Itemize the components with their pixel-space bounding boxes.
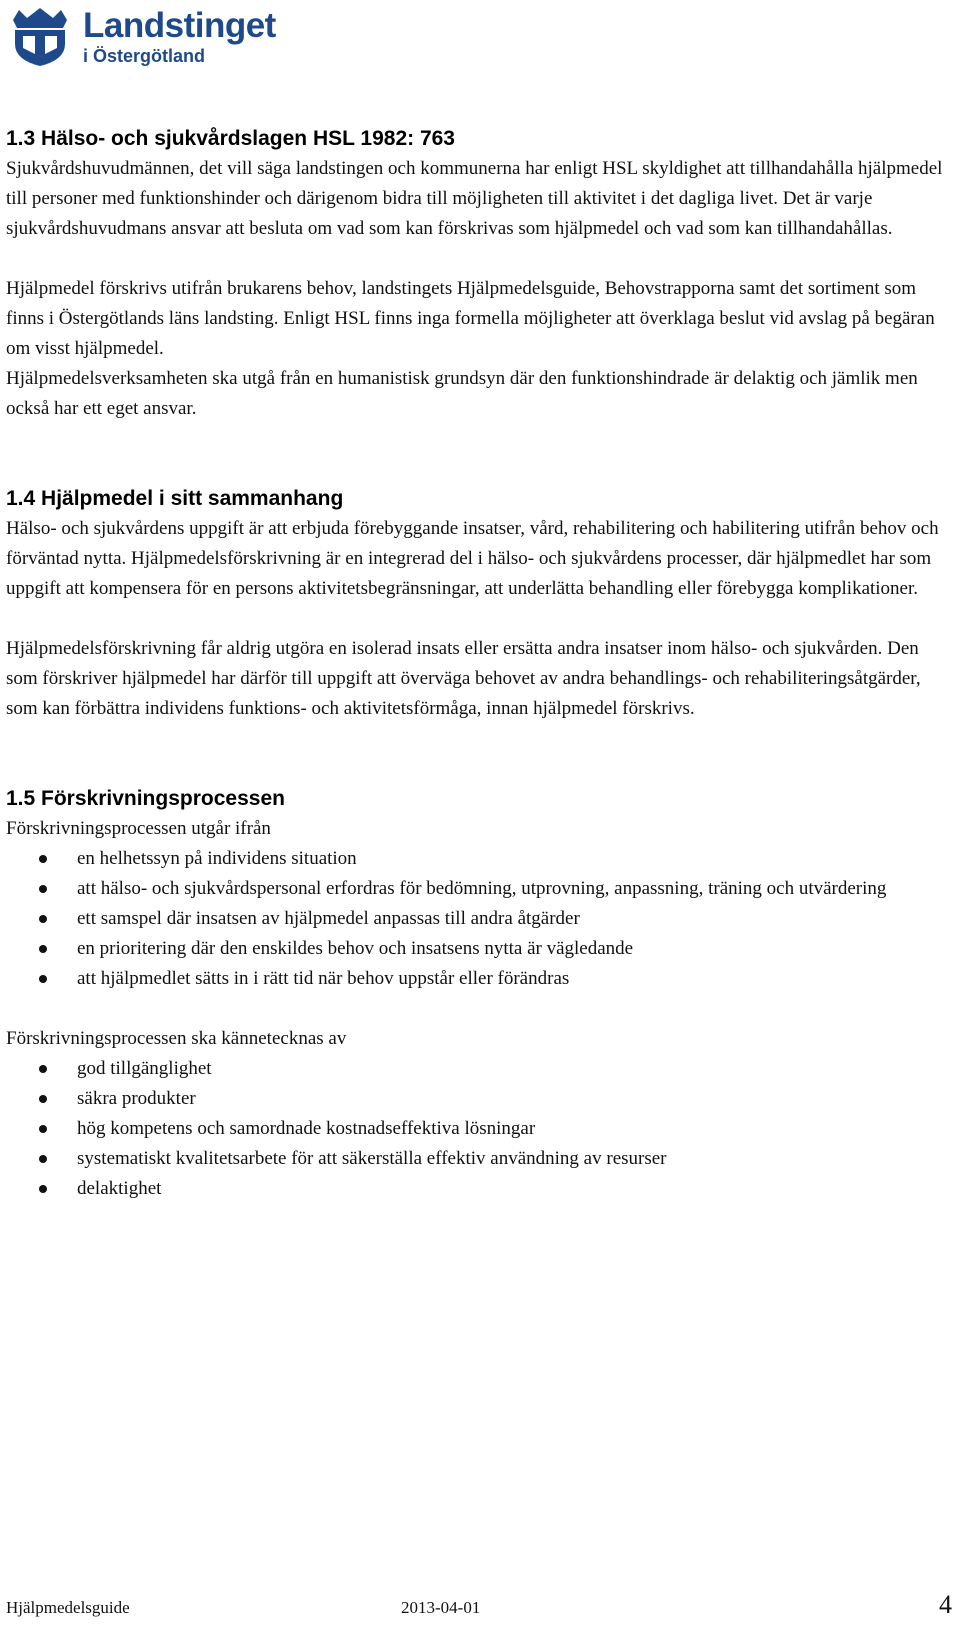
page-number: 4 xyxy=(939,1590,952,1619)
paragraph: Hälso- och sjukvårdens uppgift är att erbjuda förebyggande insatser, vård, rehabilitering och habilitering utifrån behov och förväntad nytta. Hjälpmedelsförskrivning är en integrerad del i hälso- och sjukvårdens processer, där hjälpmedlet har som uppgift att kompensera för en persons aktivitetsbegränsningar, att underlätta behandling eller förebygga komplikationer. xyxy=(6,518,939,599)
list-item: en helhetssyn på individens situation xyxy=(6,844,952,874)
list-item: delaktighet xyxy=(6,1174,952,1204)
section-heading-1-5: 1.5 Förskrivningsprocessen xyxy=(6,787,285,810)
paragraph: Sjukvårdshuvudmännen, det vill säga landstingen och kommunerna har enligt HSL skyldighet att tillhandahålla hjälpmedel till personer med funktionshinder och därigenom bidra till möjligheten till aktivitet i det dagliga livet. Det är varje sjukvårdshuvudmans ansvar att besluta om vad som kan förskrivas som hjälpmedel och vad som kan tillhandahållas. xyxy=(6,158,943,239)
bullet-list xyxy=(6,1054,952,1204)
list-intro: Förskrivningsprocessen ska kännetecknas av xyxy=(6,1028,347,1049)
page-footer xyxy=(6,1590,952,1624)
section-heading-1-3: 1.3 Hälso- och sjukvårdslagen HSL 1982: 763 xyxy=(6,127,455,150)
crown-shield-icon xyxy=(5,6,75,68)
section-heading-1-4: 1.4 Hjälpmedel i sitt sammanhang xyxy=(6,487,344,510)
footer-title: Hjälpmedelsguide xyxy=(6,1598,130,1617)
list-item: säkra produkter xyxy=(6,1084,952,1114)
list-item: en prioritering där den enskildes behov och insatsens nytta är vägledande xyxy=(6,934,952,964)
list-item: att hälso- och sjukvårdspersonal erfordras för bedömning, utprovning, anpassning, träning och utvärdering xyxy=(6,874,952,904)
logo-subtitle: i Östergötland xyxy=(83,46,206,66)
list-item: god tillgänglighet xyxy=(6,1054,952,1084)
list-item: hög kompetens och samordnade kostnadseffektiva lösningar xyxy=(6,1114,952,1144)
list-item: att hjälpmedlet sätts in i rätt tid när behov uppstår eller förändras xyxy=(6,964,952,994)
logo-title: Landstinget xyxy=(83,6,276,45)
document-body xyxy=(6,124,952,1204)
list-item: systematiskt kvalitetsarbete för att säkerställa effektiv användning av resurser xyxy=(6,1144,952,1174)
list-intro: Förskrivningsprocessen utgår ifrån xyxy=(6,818,271,839)
list-item: ett samspel där insatsen av hjälpmedel anpassas till andra åtgärder xyxy=(6,904,952,934)
paragraph: Hjälpmedelsförskrivning får aldrig utgöra en isolerad insats eller ersätta andra insatser inom hälso- och sjukvården. Den som förskriver hjälpmedel har därför till uppgift att överväga behovet av andra behandlings- och rehabiliteringsåtgärder, som kan förbättra individens funktions- och aktivitetsförmåga, innan hjälpmedel förskrivs. xyxy=(6,638,921,719)
paragraph: Hjälpmedelsverksamheten ska utgå från en humanistisk grundsyn där den funktionshindrade är delaktig och jämlik men också har ett eget ansvar. xyxy=(6,368,918,419)
paragraph: Hjälpmedel förskrivs utifrån brukarens behov, landstingets Hjälpmedelsguide, Behovstrapporna samt det sortiment som finns i Östergötlands läns landsting. Enligt HSL finns inga formella möjligheter att överklaga beslut vid avslag på begäran om visst hjälpmedel. xyxy=(6,278,935,359)
landstinget-logo xyxy=(5,6,275,70)
footer-date: 2013-04-01 xyxy=(401,1598,481,1617)
bullet-list xyxy=(6,844,952,994)
